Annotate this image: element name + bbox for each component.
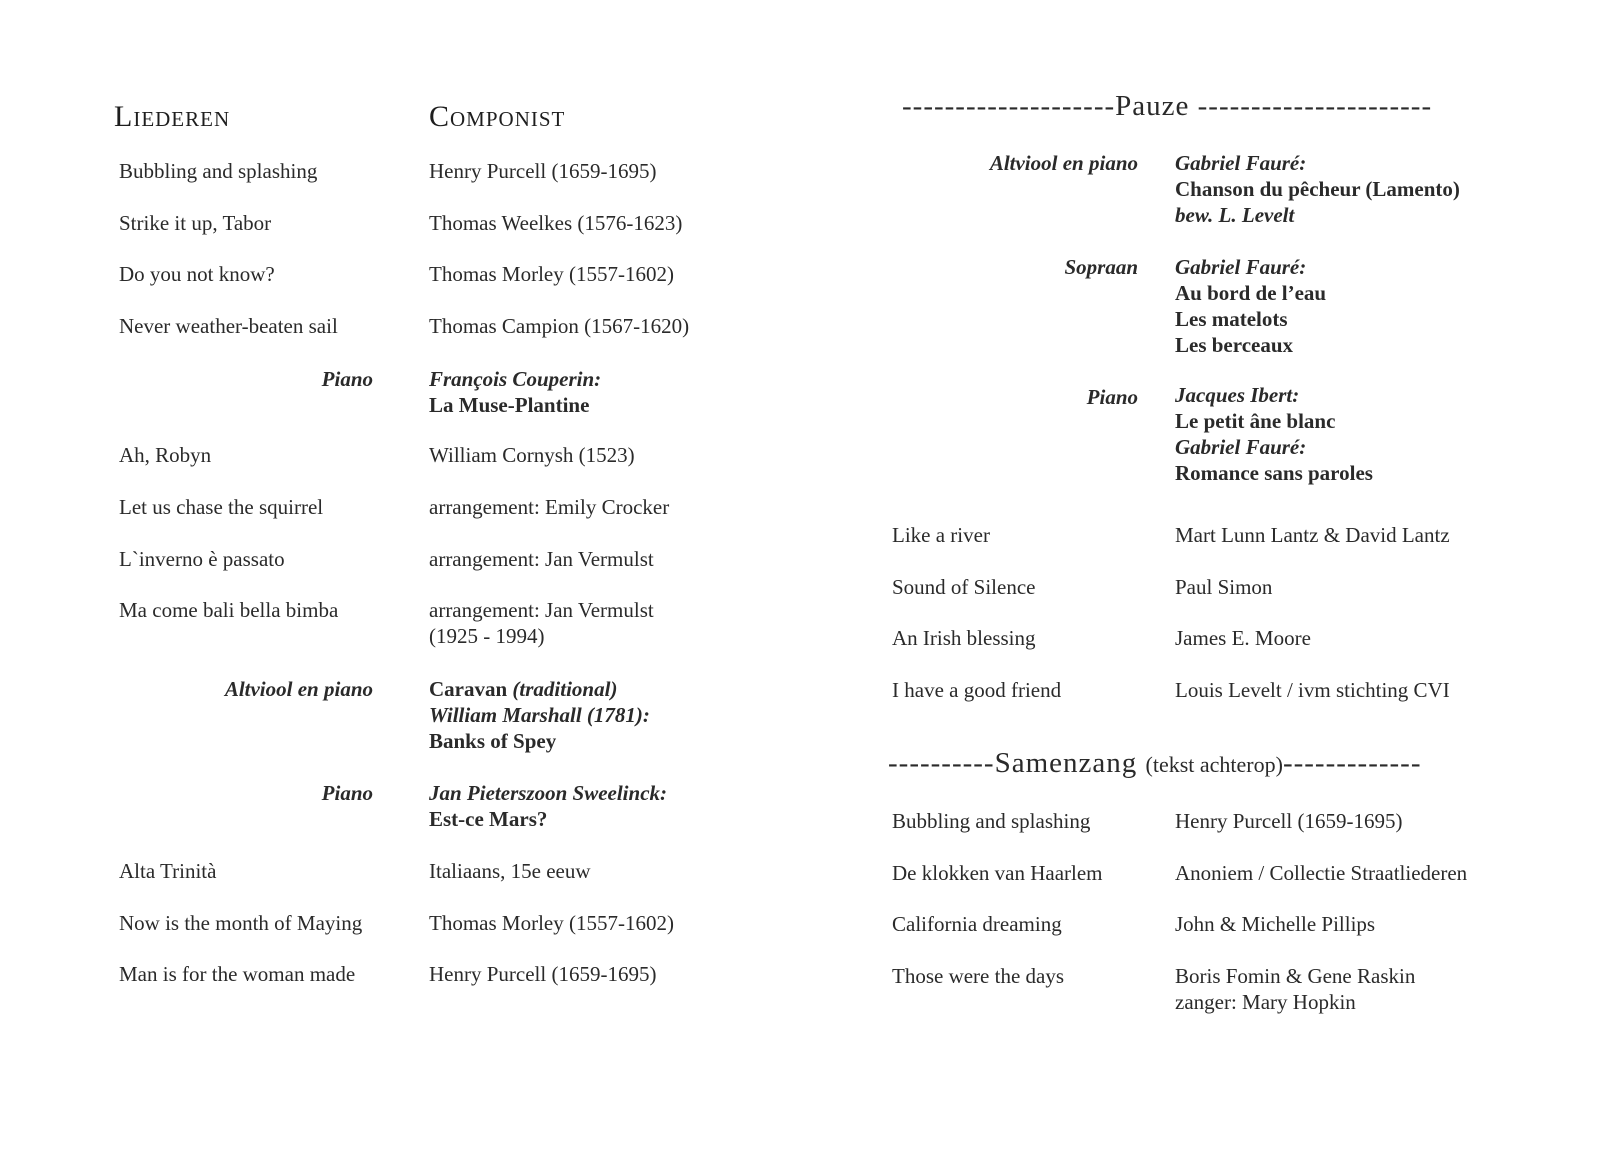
instrument-label: Sopraan — [1064, 255, 1138, 279]
song-title: Ma come bali bella bimba — [119, 598, 339, 622]
song-composer: William Cornysh (1523) — [429, 443, 635, 467]
song-title: Bubbling and splashing — [892, 809, 1091, 833]
piece-composer: Gabriel Fauré: — [1175, 151, 1307, 175]
piece-note: (traditional) — [512, 677, 618, 701]
piece-title: Romance sans paroles — [1175, 461, 1373, 485]
header-componist: Componist — [429, 100, 566, 133]
song-title: Sound of Silence — [892, 575, 1036, 599]
piece-title: Chanson du pêcheur (Lamento) — [1175, 177, 1460, 201]
pause-divider: --------------------Pauze ---------------------- — [902, 90, 1433, 122]
song-composer: Henry Purcell (1659-1695) — [429, 962, 657, 986]
song-title: De klokken van Haarlem — [892, 861, 1103, 885]
piece-title: Caravan — [429, 677, 513, 701]
song-title: Now is the month of Maying — [119, 911, 363, 935]
instrument-label: Piano — [1086, 385, 1138, 409]
samenzang-divider-left: ----------Samenzang — [888, 747, 1146, 779]
piece-composer: François Couperin: — [429, 367, 602, 391]
song-composer: arrangement: Jan Vermulst — [429, 598, 654, 622]
song-title: Do you not know? — [119, 262, 275, 286]
song-composer: Louis Levelt / ivm stichting CVI — [1175, 678, 1450, 702]
piece-title: Les berceaux — [1175, 333, 1294, 357]
piece-title: Le petit âne blanc — [1175, 409, 1336, 433]
song-title: Those were the days — [892, 964, 1065, 988]
song-composer: Henry Purcell (1659-1695) — [1175, 809, 1403, 833]
song-composer: Thomas Morley (1557-1602) — [429, 262, 674, 286]
song-title: Let us chase the squirrel — [119, 495, 324, 519]
piece-line — [429, 676, 617, 702]
instrument-label: Piano — [321, 781, 373, 805]
song-title: Like a river — [892, 523, 990, 547]
song-performer: zanger: Mary Hopkin — [1175, 990, 1356, 1014]
piece-title: Au bord de l’eau — [1175, 281, 1327, 305]
song-title: I have a good friend — [892, 678, 1062, 702]
song-composer: James E. Moore — [1175, 626, 1311, 650]
song-composer: Anoniem / Collectie Straatliederen — [1175, 861, 1468, 885]
song-title: Ah, Robyn — [119, 443, 212, 467]
song-title: Strike it up, Tabor — [119, 211, 272, 235]
piece-title: Banks of Spey — [429, 729, 557, 753]
piece-arranger: bew. L. Levelt — [1175, 203, 1295, 227]
piece-composer: Jacques Ibert: — [1175, 383, 1300, 407]
instrument-label: Altviool en piano — [989, 151, 1138, 175]
piece-composer: Jan Pieterszoon Sweelinck: — [429, 781, 668, 805]
song-composer: arrangement: Jan Vermulst — [429, 547, 654, 571]
song-composer: Thomas Campion (1567-1620) — [429, 314, 690, 338]
piece-composer: Gabriel Fauré: — [1175, 255, 1307, 279]
song-composer: Henry Purcell (1659-1695) — [429, 159, 657, 183]
song-title: An Irish blessing — [892, 626, 1036, 650]
song-title: Bubbling and splashing — [119, 159, 318, 183]
header-liederen: Liederen — [114, 100, 231, 133]
instrument-label: Piano — [321, 367, 373, 391]
piece-composer: Gabriel Fauré: — [1175, 435, 1307, 459]
samenzang-divider — [888, 747, 1421, 780]
song-composer: Thomas Weelkes (1576-1623) — [429, 211, 683, 235]
song-title: Man is for the woman made — [119, 962, 356, 986]
instrument-label: Altviool en piano — [224, 677, 373, 701]
samenzang-divider-sub: (tekst achterop) — [1145, 752, 1283, 777]
song-composer: Mart Lunn Lantz & David Lantz — [1175, 523, 1450, 547]
song-composer: Paul Simon — [1175, 575, 1273, 599]
song-composer-dates: (1925 - 1994) — [429, 624, 545, 648]
song-composer: John & Michelle Pillips — [1175, 912, 1376, 936]
song-composer: Italiaans, 15e eeuw — [429, 859, 591, 883]
piece-title: La Muse-Plantine — [429, 393, 590, 417]
samenzang-divider-right: ------------- — [1282, 747, 1422, 779]
piece-composer: William Marshall (1781): — [429, 703, 650, 727]
piece-title: Les matelots — [1175, 307, 1288, 331]
song-title: L`inverno è passato — [119, 547, 285, 571]
piece-title: Est-ce Mars? — [429, 807, 548, 831]
song-composer: arrangement: Emily Crocker — [429, 495, 670, 519]
song-title: Alta Trinità — [119, 859, 217, 883]
song-title: Never weather-beaten sail — [119, 314, 338, 338]
song-composer: Boris Fomin & Gene Raskin — [1175, 964, 1416, 988]
song-title: California dreaming — [892, 912, 1062, 936]
song-composer: Thomas Morley (1557-1602) — [429, 911, 674, 935]
